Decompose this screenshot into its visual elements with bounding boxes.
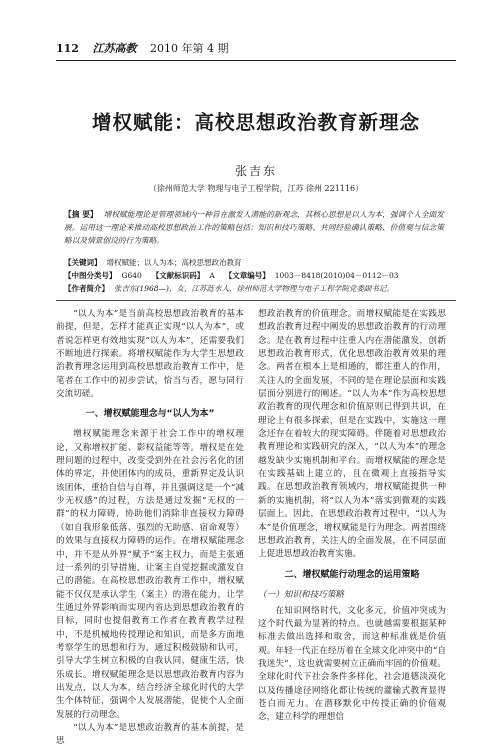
doc-code-value: A [209, 271, 215, 280]
article-no-label: 【文章编号】 [224, 271, 270, 280]
header-rule [56, 60, 456, 61]
author-intro-line [64, 283, 444, 295]
abstract-rule [56, 300, 456, 301]
body-paragraph: 在知识网络时代，文化多元，价值冲突成为这个时代最为显著的特点。也就越需要根据某种标准去做出选择和取舍，而这种标准就是价值观。年轻一代正在经历着在全球文化冲突中的“自我迷失”，这也就需要树立正确而牢固的价值观。全球化时代下社会条件多样化，社会道德淡漠化以及传播途径网络化都让传统的灌输式教育显得苍白而无力。在潜移默化中传授正确的价值观念，建立科学的理想信 [258, 605, 446, 723]
author-intro-label: 【作者简介】 [64, 284, 109, 293]
doc-code-label: 【文献标识码】 [151, 271, 205, 280]
keywords-label: 【关键词】 [64, 258, 102, 267]
abstract-label: 【摘 要】 [64, 210, 98, 219]
author-affiliation: （徐州师范大学 物理与电子工程学院，江苏 徐州 221116） [148, 184, 364, 193]
body-column-right [258, 308, 446, 725]
article-no-value: 1003－8418(2010)04－0112－03 [274, 271, 399, 280]
author-intro-text: 张吉东(1968—)，女，江苏涟水人，徐州师范大学物理与电子工程学院党委副书记。 [114, 284, 394, 293]
body-paragraph: 增权赋能理念来源于社会工作中的增权理论，又称增权扩能、影权益能等等。增权是在处理问题的过程中，改变受到外在社会污名化的团体的界定，并使团体内的成员，重新界定及认识该团体，重拾自信与自尊，并且强调这是一个“减少无权感”的过程，方法是通过发掘“无权的一群”的权力障碍，协助他们消除非直接权力障碍（如自我形象低落、强烈的无助感、宿命观等）的效果与直接权力障碍的运作。在增权赋能理念中，并不是从外界“赋予”案主权力，而是主张通过一系列的引导措施，让案主自觉挖掘或激发自己的潜能。在高校思想政治教育工作中，增权赋能不仅仅是承认学生（案主）的潜在能力，让学生通过外界影响而实现内省达到思想政治教育的目标，同时也提倡教育工作者在教育教学过程中，不是机械地传授理论和知识，而是多方面地考察学生的思想和行为，通过积极鼓励和认可，引导大学生树立积极的自我认同，健康生活，快乐成长。增权赋能理念是以思想政治教育内容为出发点，以人为本，结合经济全球化时代的大学生个体特征，强调个人发展潜能，促使个人全面发展的行动理念。 [56, 429, 244, 720]
abstract [64, 208, 444, 248]
article-title: 增权赋能：高校思想政治教育新理念 [91, 111, 420, 134]
body-column-left [56, 308, 244, 749]
journal-name: 江苏高教 [92, 42, 137, 55]
abstract-text: 增权赋能理论是管理领域内一种旨在激发人潜能的新观念，其核心思想是以人为本，强调个人全面发展。运用这一理论来推动高校思想政治工作的策略包括：知识和技巧策略、共同经验确认策略、价值观与信念策略以及情景创设的行为策略。 [64, 210, 444, 246]
classification-line [64, 270, 444, 282]
clc-value: G640 [121, 271, 142, 280]
keywords-text: 增权赋能；以人为本；高校思想政治教育 [106, 258, 242, 267]
section-heading: 一、增权赋能理念与“以人为本” [85, 409, 215, 420]
section-heading: 二、增权赋能行动理念的运用策略 [284, 569, 420, 580]
issue-label: 2010 年第 4 期 [149, 42, 229, 55]
body-paragraph: “以人为本”是当前高校思想政治教育的基本前提，但是，怎样才能真正实现“以人为本”，或者说怎样更有效地实现“以人为本”，还需要我们不断地进行探索。将增权赋能作为大学生思想政治教育理念运用到高校思想政治教育工作中，是笔者在工作中的初步尝试，恰当与否，愿与同行交流切磋。 [56, 309, 244, 400]
page-number: 112 [56, 42, 79, 55]
keywords-line [64, 257, 444, 269]
running-header [56, 40, 456, 58]
body-paragraph: 想政治教育的价值理念。而增权赋能是在实践思想政治教育过程中阐发的思想政治教育的行动理念。是在教育过程中注重人内在潜能激发，创新思想政治教育形式，优化思想政治教育效果的理念。两者在根本上是相通的，都注重人的作用，关注人的全面发展，不同的是在理论层面和实践层面分别进行的阐述。“以人为本”作为高校思想政治教育的现代理念和价值原则已得到共识，在理论上有很多探索，但是在实践中，实施这一理念还存在着较大的现实障碍。伴随着对思想政治教育理论和实践研究的深入，“以人为本”的理念越发缺少实施机制和平台。而增权赋能的理念是在实践基础上建立的，且在微观上直接指导实践。在思想政治教育领域内，增权赋能提供一种新的实施机制，将“以人为本”落实到微观的实践层面上。因此，在思想政治教育过程中，“以人为本”是价值理念，增权赋能是行为理念。两者围绕思想政治教育，关注人的全面发展，在不同层面上促进思想政治教育实施。 [258, 309, 446, 560]
article-author: 张吉东 [234, 164, 277, 178]
subsection-heading: （一）知识和技巧策略 [258, 589, 344, 600]
body-paragraph: “以人为本”是思想政治教育的基本前提，是思 [56, 722, 244, 747]
clc-label: 【中图分类号】 [64, 271, 117, 280]
